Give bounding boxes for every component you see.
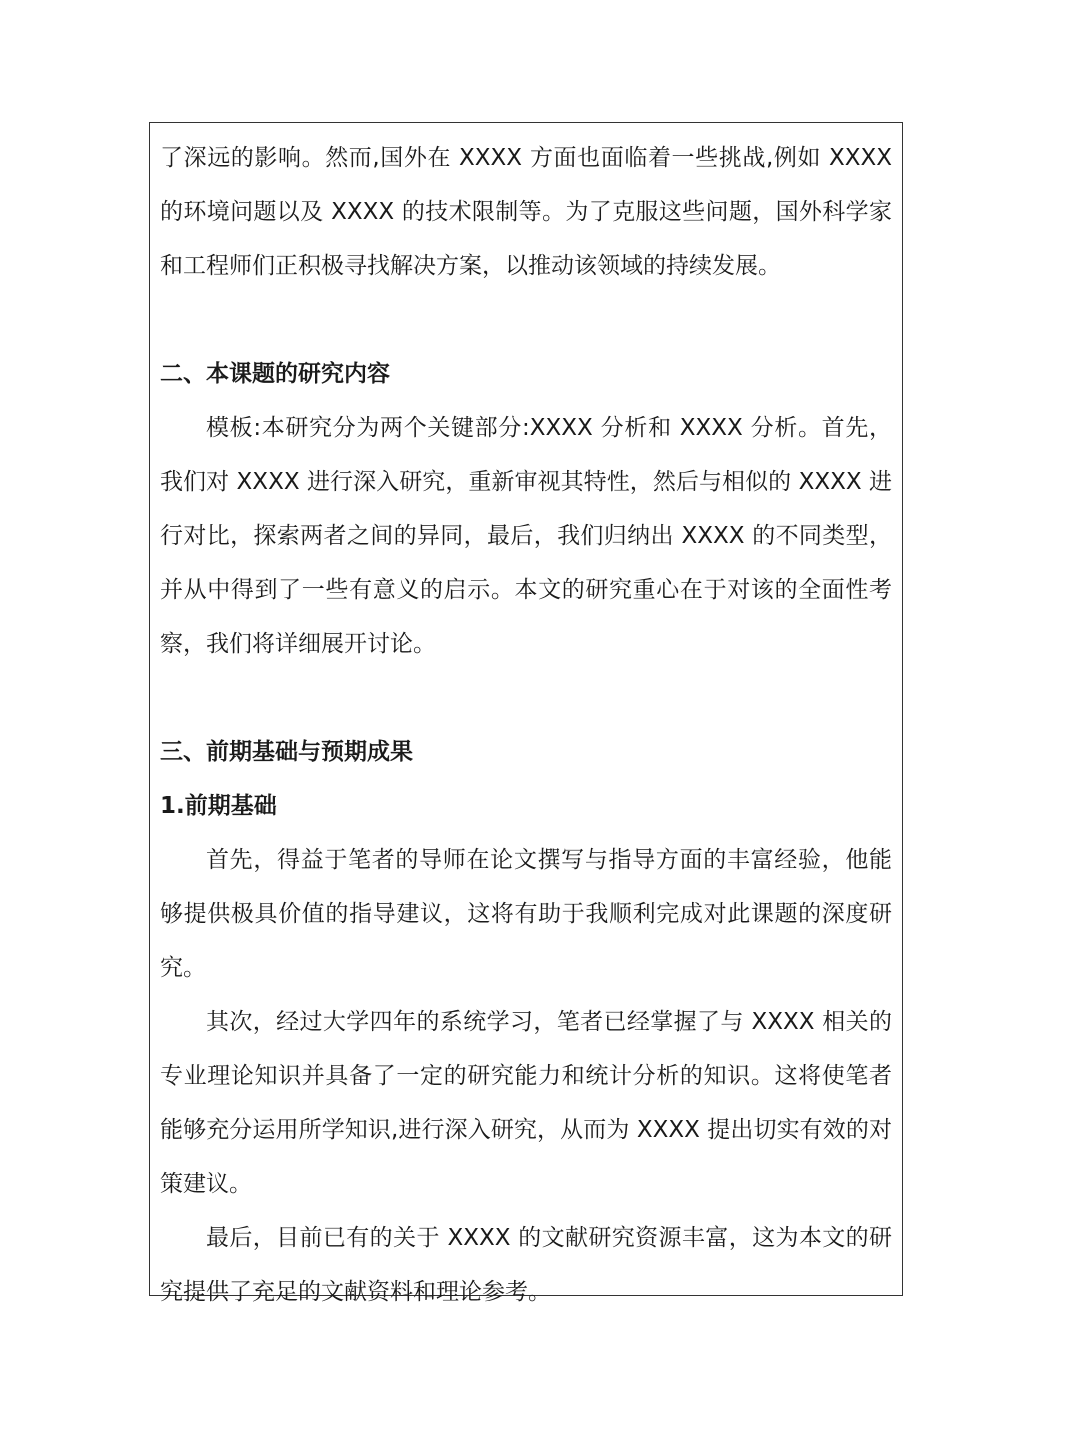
section-3-paragraph-2: 其次，经过大学四年的系统学习，笔者已经掌握了与 XXXX 相关的专业理论知识并具备了一定的研究能力和统计分析的知识。这将使笔者能够充分运用所学知识,进行深入研究，从而为 XXXX 提出切实有效的对策建议。	[160, 1009, 892, 1197]
section-3-heading: 三、前期基础与预期成果	[160, 739, 413, 765]
section-3-subheading: 1.前期基础	[160, 793, 277, 819]
section-2-paragraph: 模板:本研究分为两个关键部分:XXXX 分析和 XXXX 分析。首先，我们对 XXXX 进行深入研究，重新审视其特性，然后与相似的 XXXX 进行对比，探索两者之间的异同，最后，我们归纳出 XXXX 的不同类型，并从中得到了一些有意义的启示。本文的研究重心在于对该的全面性考察，我们将详细展开讨论。	[160, 415, 892, 657]
intro-paragraph: 了深远的影响。然而,国外在 XXXX 方面也面临着一些挑战,例如 XXXX 的环境问题以及 XXXX 的技术限制等。为了克服这些问题，国外科学家和工程师们正积极寻找解决方案，以推动该领域的持续发展。	[160, 145, 892, 279]
section-spacer	[160, 671, 892, 725]
section-2-heading: 二、本课题的研究内容	[160, 361, 390, 387]
section-spacer	[160, 293, 892, 347]
document-frame	[149, 122, 903, 1305]
section-3-paragraph-3: 最后，目前已有的关于 XXXX 的文献研究资源丰富，这为本文的研究提供了充足的文献资料和理论参考。	[160, 1225, 892, 1305]
section-3-paragraph-1: 首先，得益于笔者的导师在论文撰写与指导方面的丰富经验，他能够提供极具价值的指导建议，这将有助于我顺利完成对此课题的深度研究。	[160, 847, 892, 981]
